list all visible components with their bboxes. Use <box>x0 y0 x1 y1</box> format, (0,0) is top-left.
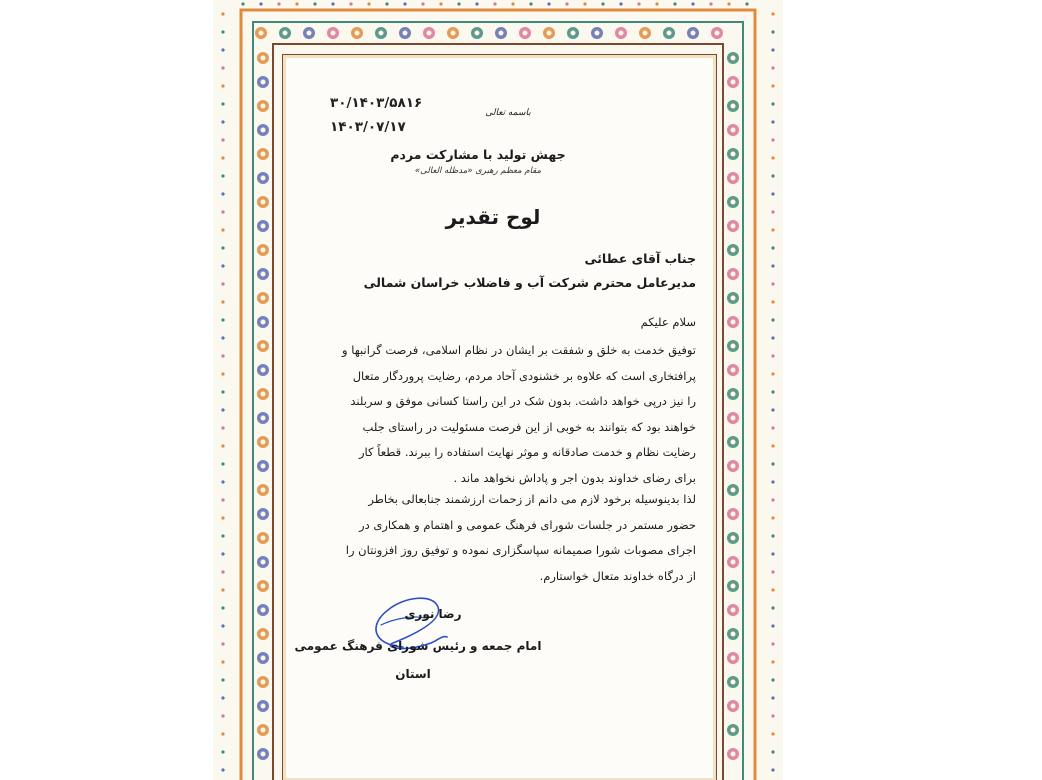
certificate-page <box>213 0 783 780</box>
body-line: توفیق خدمت به خلق و شفقت بر ایشان در نظام اسلامی، فرصت گرانبها و <box>342 343 696 357</box>
body-line: اجرای مصوبات شورا صمیمانه سپاسگزاری نموده و توفیق روز افزونتان را <box>345 543 696 557</box>
slogan: جهش تولید با مشارکت مردم <box>390 147 566 162</box>
certificate-inner-panel <box>282 54 717 780</box>
body-line: حضور مستمر در جلسات شورای فرهنگ عمومی و اهتمام و همکاری در <box>359 517 696 532</box>
greeting: سلام علیکم <box>640 315 696 329</box>
body-paragraph-2 <box>298 487 696 589</box>
body-line: خواهند بود که بتوانند به خوبی از این فرصت مسئولیت در راستای جلب <box>362 419 696 434</box>
recipient-name: جناب آقای عطائی <box>584 251 696 266</box>
body-line: را نیز درپی خواهد داشت. بدون شک در این راستا کسانی موفق و سربلند <box>350 394 696 408</box>
document-title: لوح تقدیر <box>445 205 541 229</box>
body-paragraph-1 <box>298 338 696 491</box>
slogan-attribution: مقام معظم رهبری «مدظله العالی» <box>414 166 542 176</box>
invocation-heading: باسمه تعالی <box>485 108 531 118</box>
body-line: برای رضای خداوند بدون اجر و پاداش نخواهد ماند . <box>453 470 696 485</box>
handwritten-signature <box>343 585 453 665</box>
signer-name: رضا نوری <box>404 607 462 621</box>
body-line: رضایت نظام و خدمت صادقانه و موثر نهایت استفاده را ببرند. قطعاً کار <box>359 445 696 459</box>
body-line: پرافتخاری است که علاوه بر خشنودی آحاد مردم، رضایت پروردگار متعال <box>352 368 696 383</box>
reference-date: ۱۴۰۳/۰۷/۱۷ <box>330 119 406 135</box>
body-line: لذا بدینوسیله برخود لازم می دانم از زحمات ارزشمند جنابعالی بخاطر <box>368 492 696 506</box>
recipient-title: مدیرعامل محترم شرکت آب و فاضلاب خراسان شمالی <box>363 275 696 290</box>
signer-title: امام جمعه و رئیس شورای فرهنگ عمومی <box>294 639 542 653</box>
body-line: از درگاه خداوند متعال خواستارم. <box>539 568 696 583</box>
reference-number: ۳۰/۱۴۰۳/۵۸۱۶ <box>330 95 423 111</box>
signer-region: استان <box>395 667 431 681</box>
